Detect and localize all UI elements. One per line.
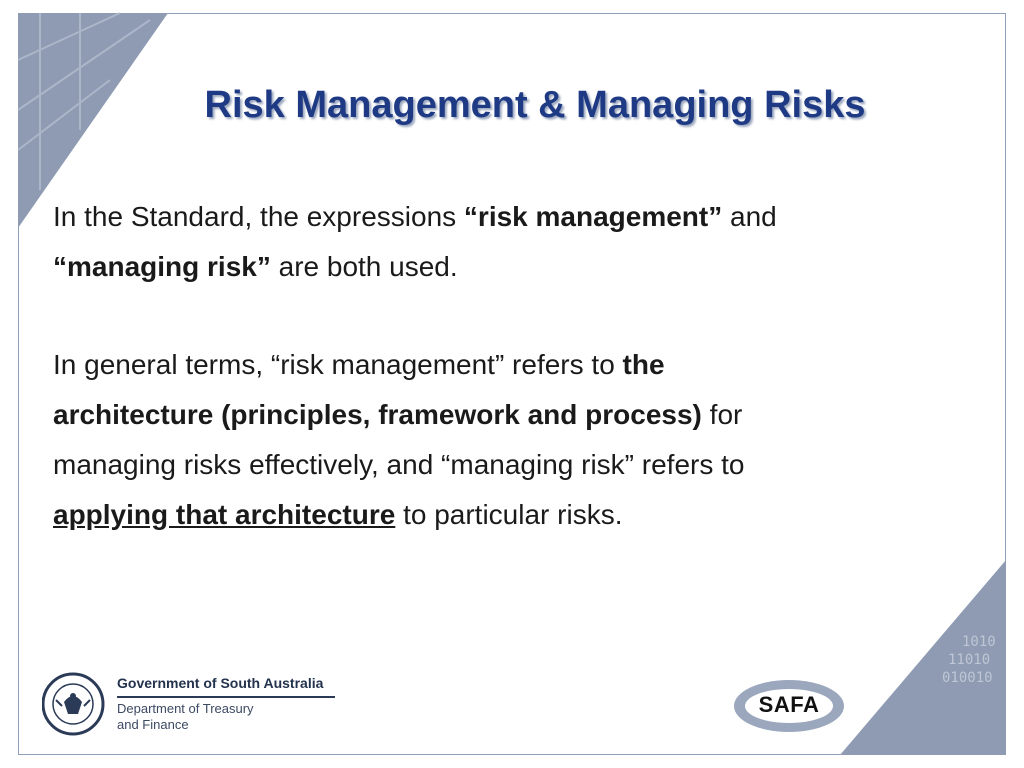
slide-title: Risk Management & Managing Risks: [204, 84, 866, 126]
text-run: managing risks effectively, and “managing risk” refers to: [53, 449, 745, 480]
svg-text:010010: 010010: [942, 670, 993, 686]
government-logo: [42, 672, 342, 738]
safa-logo: [733, 678, 845, 734]
government-name: Government of South Australia: [117, 675, 324, 691]
text-run: to particular risks.: [395, 499, 623, 530]
paragraph-gap: [53, 292, 953, 340]
text-run: and: [722, 201, 777, 232]
text-run: In the Standard, the expressions: [53, 201, 464, 232]
bold-term-managing-risk: “managing risk”: [53, 251, 271, 282]
text-run: are both used.: [270, 251, 458, 282]
paragraph-2: [53, 340, 953, 390]
svg-text:11010: 11010: [948, 652, 991, 668]
svg-text:1010: 1010: [962, 634, 996, 650]
underlined-applying-architecture: applying that architecture: [53, 499, 396, 530]
text-run: In general terms, “risk management” refers to: [53, 349, 623, 380]
slide-body: [53, 192, 953, 540]
department-line-2: and Finance: [117, 717, 189, 732]
department-line-1: Department of Treasury: [117, 701, 254, 716]
bold-text: the: [622, 349, 665, 380]
logo-divider: [117, 696, 335, 698]
paragraph-2-line4: [53, 490, 953, 540]
text-run: for: [701, 399, 743, 430]
paragraph-1: [53, 192, 953, 242]
paragraph-2-line2: [53, 390, 953, 440]
sa-seal-icon: [42, 672, 108, 738]
paragraph-1-cont: [53, 242, 953, 292]
safa-logo-text: SAFA: [758, 692, 820, 717]
bold-term-risk-management: “risk management”: [463, 201, 723, 232]
paragraph-2-line3: [53, 440, 953, 490]
bold-architecture-text: architecture (principles, framework and process): [53, 399, 702, 430]
